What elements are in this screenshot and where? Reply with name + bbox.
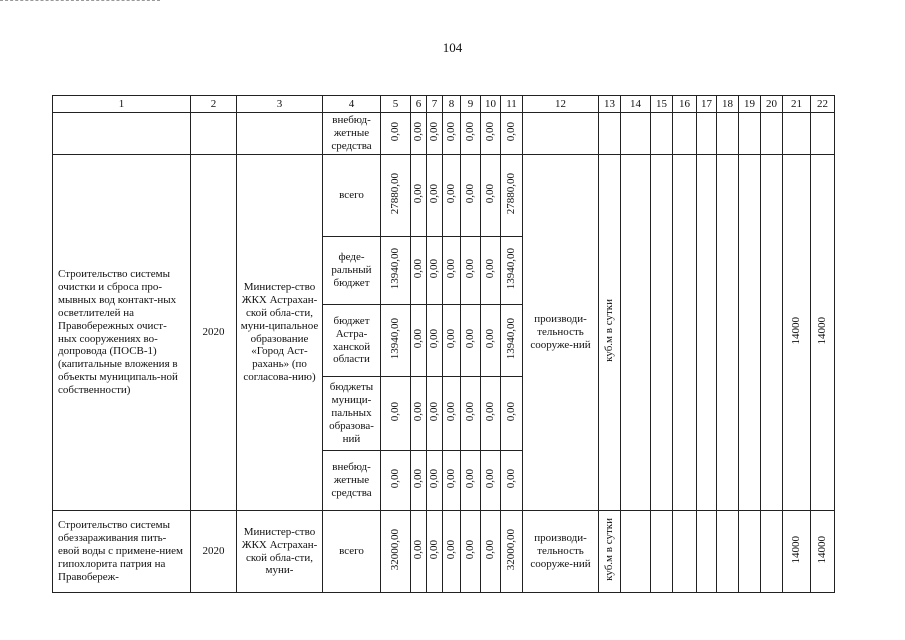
value-cell-text: 0,00 <box>445 328 458 349</box>
value-cell-text: 0,00 <box>484 468 497 489</box>
source-cell <box>323 155 381 237</box>
executor-cell-text: Министер-ство ЖКХ Астрахан-ской обла-сти, муни- <box>241 525 318 577</box>
value-cell-text: 13940,00 <box>505 247 518 290</box>
value-cell-text: 32000,00 <box>389 528 402 571</box>
empty-cell <box>599 113 621 155</box>
empty-cell <box>673 511 697 593</box>
value-cell <box>481 155 501 237</box>
header-cell-text: 10 <box>485 97 496 110</box>
header-cell-text: 9 <box>467 97 474 110</box>
value-cell <box>461 511 481 593</box>
header-cell <box>621 96 651 113</box>
value-cell-text: 0,00 <box>445 539 458 560</box>
header-cell <box>323 96 381 113</box>
empty-cell <box>621 155 651 511</box>
header-cell-text: 8 <box>448 97 455 110</box>
project-name-cell <box>53 155 191 511</box>
value-cell <box>411 305 427 377</box>
value-cell <box>381 237 411 305</box>
table-row <box>53 113 835 155</box>
header-cell <box>651 96 673 113</box>
value-cell <box>427 451 443 511</box>
target-value-cell <box>811 155 835 511</box>
empty-cell <box>697 511 717 593</box>
header-cell <box>761 96 783 113</box>
header-cell <box>53 96 191 113</box>
year-cell <box>191 511 237 593</box>
value-cell-text: 0,00 <box>445 121 458 142</box>
value-cell-text: 0,00 <box>428 121 441 142</box>
value-cell <box>411 237 427 305</box>
header-cell <box>443 96 461 113</box>
value-cell <box>427 113 443 155</box>
empty-cell <box>621 511 651 593</box>
value-cell <box>461 237 481 305</box>
value-cell <box>461 113 481 155</box>
empty-cell <box>761 113 783 155</box>
empty-cell <box>673 113 697 155</box>
header-cell <box>191 96 237 113</box>
target-value-cell <box>783 511 811 593</box>
value-cell-text: 27880,00 <box>505 172 518 215</box>
value-cell-text: 0,00 <box>484 539 497 560</box>
header-cell <box>697 96 717 113</box>
header-cell-text: 22 <box>817 97 828 110</box>
project-name-cell-text: Строительство системы очистки и сброса про-мывных вод контакт-ных осветлителей на Правобережных очист-ных сооружениях во-допровода (ПОСВ-1) (капитальные вложения в объекты муниципаль-ной собственности) <box>58 267 178 397</box>
empty-cell <box>621 113 651 155</box>
empty-cell <box>717 155 739 511</box>
value-cell-text: 13940,00 <box>389 247 402 290</box>
header-cell-text: 14 <box>630 97 641 110</box>
value-cell-text: 0,00 <box>412 539 425 560</box>
source-cell-text: всего <box>339 189 364 202</box>
empty-cell <box>761 511 783 593</box>
executor-cell-text: Министер-ство ЖКХ Астрахан-ской обла-сти, муни-ципальное образование «Город Аст-рахань» (по согласова-нию) <box>240 280 319 384</box>
target-value-cell-text: 14000 <box>790 535 803 564</box>
header-cell <box>717 96 739 113</box>
header-cell-text: 15 <box>656 97 667 110</box>
value-cell <box>427 305 443 377</box>
value-cell-text: 0,00 <box>484 328 497 349</box>
value-cell <box>461 377 481 451</box>
value-cell <box>381 113 411 155</box>
value-cell-text: 0,00 <box>505 468 518 489</box>
value-cell-text: 0,00 <box>505 121 518 142</box>
value-cell-text: 0,00 <box>464 539 477 560</box>
project-name-cell-text: Строительство системы обеззараживания пить-евой воды с примене-нием гипохлорита патрия на Правобереж- <box>58 519 183 583</box>
value-cell-text: 0,00 <box>464 328 477 349</box>
value-cell <box>443 305 461 377</box>
value-cell <box>381 451 411 511</box>
value-cell-text: 0,00 <box>505 401 518 422</box>
header-cell <box>501 96 523 113</box>
value-cell <box>501 155 523 237</box>
value-cell-text: 0,00 <box>484 401 497 422</box>
header-cell <box>461 96 481 113</box>
source-cell <box>323 377 381 451</box>
value-cell <box>381 305 411 377</box>
source-cell-text: феде- ральный бюджет <box>331 251 372 289</box>
header-cell-text: 5 <box>392 97 399 110</box>
header-cell <box>481 96 501 113</box>
empty-cell <box>717 511 739 593</box>
empty-cell <box>697 113 717 155</box>
value-cell <box>443 237 461 305</box>
header-cell-text: 2 <box>210 97 217 110</box>
year-cell-text: 2020 <box>202 326 225 339</box>
unit-cell <box>599 155 621 511</box>
unit-cell <box>599 511 621 593</box>
value-cell <box>443 511 461 593</box>
indicator-cell <box>523 511 599 593</box>
value-cell-text: 0,00 <box>389 401 402 422</box>
project-name-cell <box>53 113 191 155</box>
value-cell <box>427 155 443 237</box>
value-cell-text: 0,00 <box>464 121 477 142</box>
value-cell <box>481 511 501 593</box>
value-cell <box>501 511 523 593</box>
value-cell <box>427 377 443 451</box>
value-cell-text: 0,00 <box>412 328 425 349</box>
empty-cell <box>739 155 761 511</box>
header-cell-text: 6 <box>415 97 422 110</box>
value-cell-text: 0,00 <box>464 183 477 204</box>
value-cell <box>501 451 523 511</box>
source-cell <box>323 451 381 511</box>
header-cell <box>739 96 761 113</box>
value-cell <box>501 237 523 305</box>
empty-cell <box>651 511 673 593</box>
source-cell-text: всего <box>339 545 364 558</box>
value-cell <box>443 155 461 237</box>
value-cell <box>481 305 501 377</box>
header-cell-text: 13 <box>604 97 615 110</box>
header-cell-text: 19 <box>744 97 755 110</box>
header-cell <box>237 96 323 113</box>
value-cell-text: 0,00 <box>428 539 441 560</box>
value-cell-text: 0,00 <box>484 183 497 204</box>
header-cell <box>427 96 443 113</box>
target-value-cell <box>783 155 811 511</box>
value-cell-text: 0,00 <box>445 258 458 279</box>
value-cell <box>381 511 411 593</box>
value-cell-text: 0,00 <box>389 468 402 489</box>
project-name-cell <box>53 511 191 593</box>
value-cell-text: 0,00 <box>445 468 458 489</box>
year-cell <box>191 113 237 155</box>
value-cell-text: 32000,00 <box>505 528 518 571</box>
header-cell <box>523 96 599 113</box>
value-cell <box>481 113 501 155</box>
value-cell <box>443 377 461 451</box>
value-cell <box>411 511 427 593</box>
value-cell-text: 0,00 <box>412 258 425 279</box>
value-cell <box>411 113 427 155</box>
indicator-cell-text: производи-тельность сооруже-ний <box>530 313 591 351</box>
value-cell-text: 0,00 <box>389 121 402 142</box>
source-cell-text: внебюд- жетные средства <box>331 461 372 499</box>
header-cell <box>673 96 697 113</box>
header-cell-text: 11 <box>506 97 517 110</box>
value-cell <box>461 155 481 237</box>
header-cell-text: 4 <box>348 97 355 110</box>
source-cell-text: бюджеты муници- пальных образова- ний <box>329 381 374 445</box>
value-cell-text: 0,00 <box>445 183 458 204</box>
value-cell <box>481 377 501 451</box>
value-cell-text: 0,00 <box>464 468 477 489</box>
value-cell-text: 13940,00 <box>505 317 518 360</box>
value-cell <box>481 451 501 511</box>
empty-cell <box>739 511 761 593</box>
header-cell-text: 3 <box>276 97 283 110</box>
header-cell-text: 1 <box>118 97 125 110</box>
source-cell <box>323 305 381 377</box>
value-cell <box>427 511 443 593</box>
table-row <box>53 511 835 593</box>
scan-artifact <box>0 0 160 3</box>
header-cell-text: 21 <box>791 97 802 110</box>
value-cell-text: 0,00 <box>445 401 458 422</box>
value-cell-text: 0,00 <box>484 121 497 142</box>
value-cell <box>443 451 461 511</box>
source-cell-text: бюджет Астра- ханской области <box>332 314 371 366</box>
value-cell <box>481 237 501 305</box>
header-cell <box>381 96 411 113</box>
value-cell <box>411 155 427 237</box>
header-cell <box>411 96 427 113</box>
value-cell <box>501 377 523 451</box>
year-cell-text: 2020 <box>202 545 225 558</box>
value-cell <box>461 451 481 511</box>
value-cell-text: 13940,00 <box>389 317 402 360</box>
header-cell-text: 20 <box>766 97 777 110</box>
empty-cell <box>783 113 811 155</box>
value-cell-text: 0,00 <box>428 328 441 349</box>
value-cell-text: 0,00 <box>412 468 425 489</box>
target-value-cell-text: 14000 <box>816 316 829 345</box>
empty-cell <box>717 113 739 155</box>
page-number: 104 <box>442 40 463 55</box>
value-cell <box>427 237 443 305</box>
source-cell <box>323 237 381 305</box>
empty-cell <box>651 113 673 155</box>
year-cell <box>191 155 237 511</box>
target-value-cell-text: 14000 <box>790 316 803 345</box>
indicator-cell <box>523 155 599 511</box>
header-cell <box>811 96 835 113</box>
value-cell <box>381 155 411 237</box>
empty-cell <box>739 113 761 155</box>
executor-cell <box>237 113 323 155</box>
empty-cell <box>811 113 835 155</box>
value-cell <box>501 113 523 155</box>
value-cell <box>443 113 461 155</box>
header-cell <box>599 96 621 113</box>
value-cell <box>381 377 411 451</box>
executor-cell <box>237 155 323 511</box>
header-cell-text: 18 <box>722 97 733 110</box>
target-value-cell-text: 14000 <box>816 535 829 564</box>
value-cell-text: 0,00 <box>464 258 477 279</box>
value-cell-text: 0,00 <box>412 401 425 422</box>
header-cell-text: 17 <box>701 97 712 110</box>
value-cell-text: 0,00 <box>464 401 477 422</box>
value-cell-text: 0,00 <box>428 258 441 279</box>
executor-cell <box>237 511 323 593</box>
empty-cell <box>697 155 717 511</box>
source-cell <box>323 113 381 155</box>
header-cell-text: 16 <box>679 97 690 110</box>
empty-cell <box>673 155 697 511</box>
document-table <box>52 95 835 593</box>
source-cell <box>323 511 381 593</box>
empty-cell <box>523 113 599 155</box>
value-cell-text: 0,00 <box>412 183 425 204</box>
value-cell <box>411 451 427 511</box>
value-cell-text: 0,00 <box>428 401 441 422</box>
empty-cell <box>651 155 673 511</box>
source-cell-text: внебюд- жетные средства <box>331 114 372 152</box>
header-cell <box>783 96 811 113</box>
unit-cell-text: куб.м в сутки <box>603 299 616 362</box>
value-cell <box>461 305 481 377</box>
value-cell-text: 0,00 <box>484 258 497 279</box>
empty-cell <box>761 155 783 511</box>
table-header-row <box>53 96 835 113</box>
value-cell <box>411 377 427 451</box>
unit-cell-text: куб.м в сутки <box>603 518 616 581</box>
header-cell-text: 12 <box>555 97 566 110</box>
value-cell-text: 0,00 <box>412 121 425 142</box>
table-row <box>53 155 835 237</box>
target-value-cell <box>811 511 835 593</box>
header-cell-text: 7 <box>431 97 438 110</box>
indicator-cell-text: производи-тельность сооруже-ний <box>530 532 591 570</box>
value-cell-text: 0,00 <box>428 468 441 489</box>
value-cell <box>501 305 523 377</box>
value-cell-text: 0,00 <box>428 183 441 204</box>
value-cell-text: 27880,00 <box>389 172 402 215</box>
